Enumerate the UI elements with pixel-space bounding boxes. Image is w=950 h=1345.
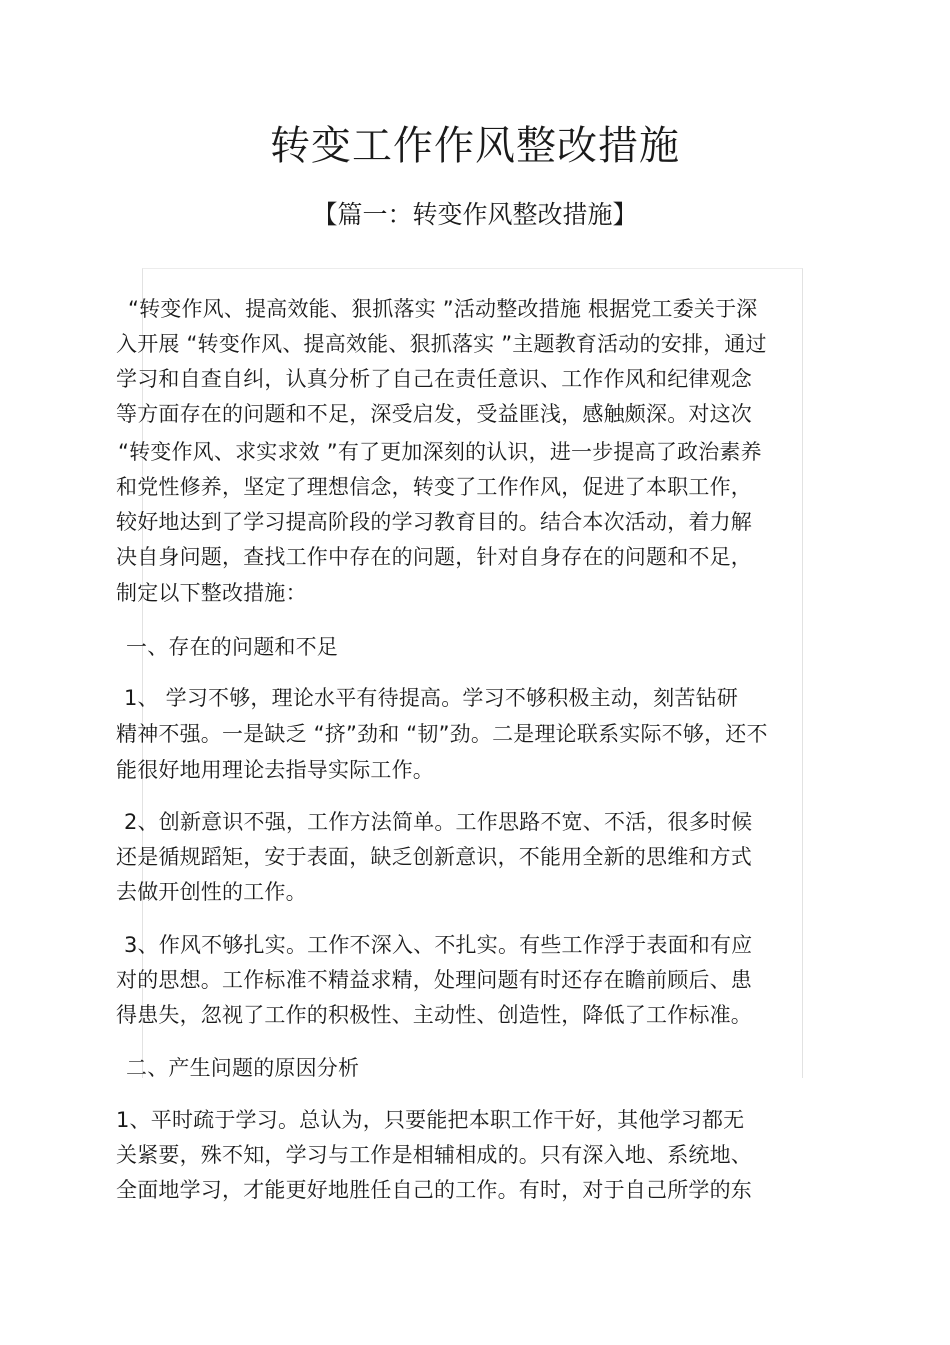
body-line: “转变作风、求实求效 ”有了更加深刻的认识，进一步提高了政治素养	[118, 440, 762, 464]
section-heading: 一、存在的问题和不足	[126, 635, 338, 659]
body-line: 精神不强。一是缺乏 “挤”劲和 “韧”劲。二是理论联系实际不够，还不	[116, 722, 768, 746]
section-heading: 二、产生问题的原因分析	[126, 1056, 360, 1080]
body-line: 3、作风不够扎实。工作不深入、不扎实。有些工作浮于表面和有应	[124, 933, 753, 957]
document-subtitle: 【篇一：转变作风整改措施】	[312, 200, 638, 229]
body-line: 和党性修养，坚定了理想信念，转变了工作作风，促进了本职工作，	[116, 475, 752, 499]
body-line: 还是循规蹈矩，安于表面，缺乏创新意识，不能用全新的思维和方式	[116, 845, 752, 869]
body-line: 得患失，忽视了工作的积极性、主动性、创造性，降低了工作标准。	[116, 1003, 752, 1027]
body-line: 全面地学习，才能更好地胜任自己的工作。有时，对于自己所学的东	[116, 1178, 752, 1202]
body-line: 等方面存在的问题和不足，深受启发，受益匪浅，感触颇深。对这次	[116, 402, 752, 426]
body-line: 1、 学习不够，理论水平有待提高。学习不够积极主动，刻苦钻研	[124, 686, 739, 710]
body-line: 去做开创性的工作。	[116, 880, 307, 904]
document-title: 转变工作作风整改措施	[270, 123, 680, 169]
body-line: 较好地达到了学习提高阶段的学习教育目的。结合本次活动，着力解	[116, 510, 752, 534]
body-line: 学习和自查自纠，认真分析了自己在责任意识、工作作风和纪律观念	[116, 367, 752, 391]
body-line: 制定以下整改措施：	[116, 581, 307, 605]
body-line: 关紧要，殊不知，学习与工作是相辅相成的。只有深入地、系统地、	[116, 1143, 752, 1167]
body-line: 入开展 “转变作风、提高效能、狠抓落实 ”主题教育活动的安排，通过	[116, 332, 767, 356]
body-line: 2、创新意识不强，工作方法简单。工作思路不宽、不活，很多时候	[124, 810, 753, 834]
body-line: 决自身问题，查找工作中存在的问题，针对自身存在的问题和不足，	[116, 545, 752, 569]
body-line: “转变作风、提高效能、狠抓落实 ”活动整改措施 根据党工委关于深	[128, 297, 758, 321]
body-line: 能很好地用理论去指导实际工作。	[116, 758, 434, 782]
body-line: 1、平时疏于学习。总认为，只要能把本职工作干好，其他学习都无	[116, 1108, 745, 1132]
body-line: 对的思想。工作标准不精益求精，处理问题有时还存在瞻前顾后、患	[116, 968, 752, 992]
